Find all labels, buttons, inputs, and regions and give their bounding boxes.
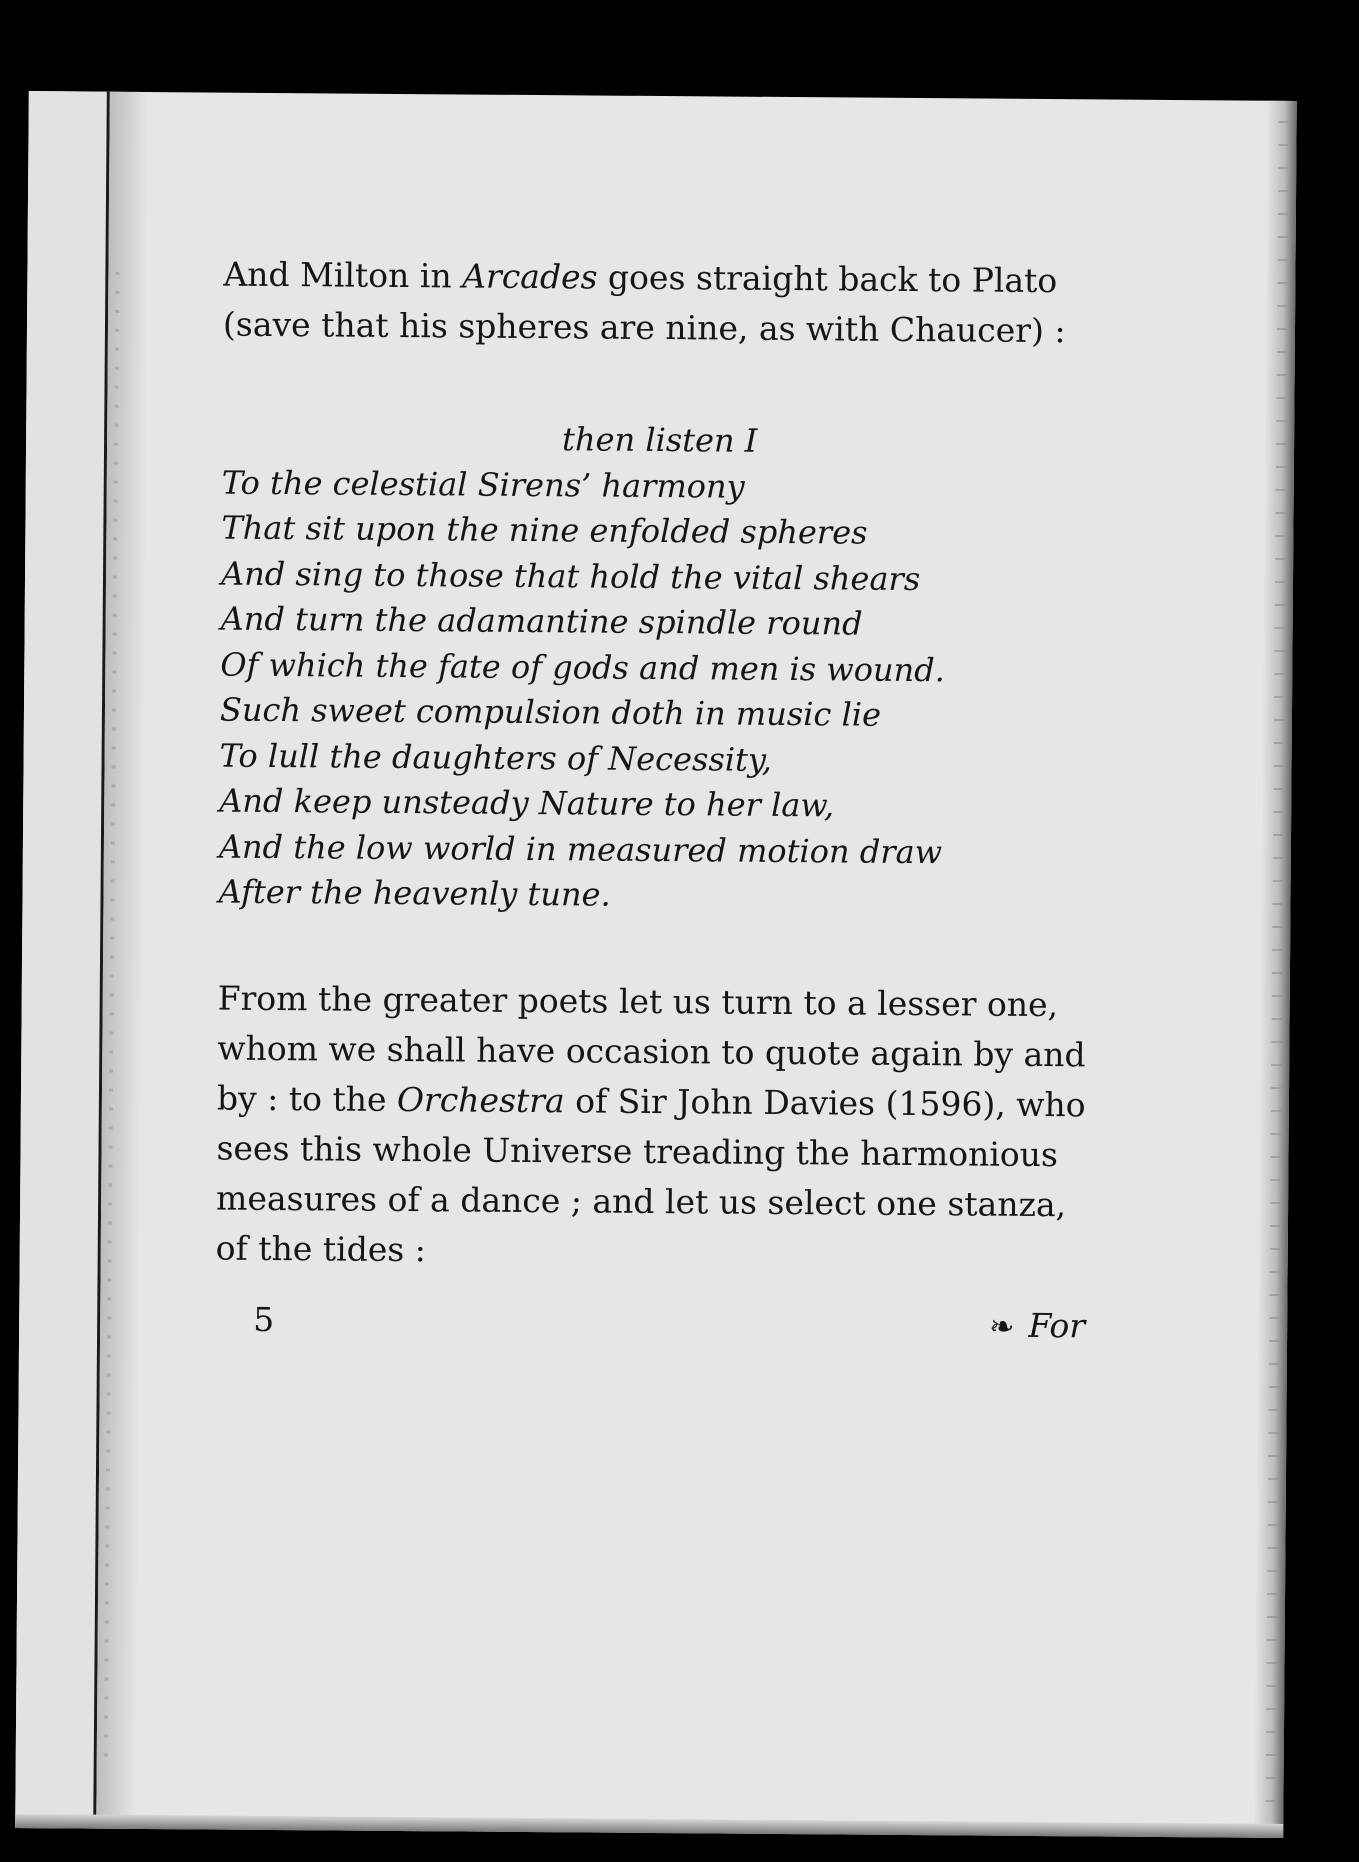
paragraph-davies-part-1: From the greater poets let us turn to a lesser one, whom we shall have occasion to quote again by and by : to the [216, 978, 1086, 1119]
verse-line: And sing to those that hold the vital shears [220, 554, 921, 598]
catchword: For [1028, 1305, 1086, 1345]
bottom-page-edge [15, 1814, 1283, 1838]
paragraph-davies-part-2: of Sir John Davies (1596), who sees this whole Universe treading the harmonious measures of a dance ; and let us select one stanza, of the tides : [215, 1080, 1086, 1269]
fleuron-icon: ❧ [989, 1309, 1015, 1345]
catchword-group [989, 1305, 1085, 1348]
verse-line: To lull the daughters of Necessity, [219, 736, 773, 779]
verse-line: To the celestial Sirens’ harmony [221, 463, 745, 506]
work-title-orchestra: Orchestra [396, 1079, 565, 1120]
verse-line: Such sweet compulsion doth in music lie [219, 690, 882, 734]
verse-line: And turn the adamantine spindle round [220, 599, 863, 643]
paragraph-milton-part-2: goes straight back to Plato (save that his spheres are nine, as with Chaucer) : [222, 257, 1066, 351]
book-page [15, 91, 1297, 1838]
work-title-arcades: Arcades [462, 256, 598, 297]
verse-quotation [218, 415, 1102, 922]
paragraph-milton [223, 250, 1104, 357]
page-number: 5 [253, 1299, 275, 1339]
verse-line: That sit upon the nine enfolded spheres [221, 508, 868, 552]
paragraph-milton-part-1: And Milton in [223, 254, 463, 296]
paragraph-davies [216, 973, 1098, 1280]
verse-line: then listen I [561, 420, 758, 460]
verse-line: Of which the fate of gods and men is wound. [220, 645, 946, 689]
left-page-edge [15, 91, 110, 1829]
verse-line: And the low world in measured motion draw [218, 827, 943, 871]
verse-line: And keep unsteady Nature to her law, [219, 781, 835, 825]
page-footer [215, 1299, 1095, 1348]
verse-line: After the heavenly tune. [218, 872, 611, 914]
page-text-block [215, 250, 1104, 1348]
